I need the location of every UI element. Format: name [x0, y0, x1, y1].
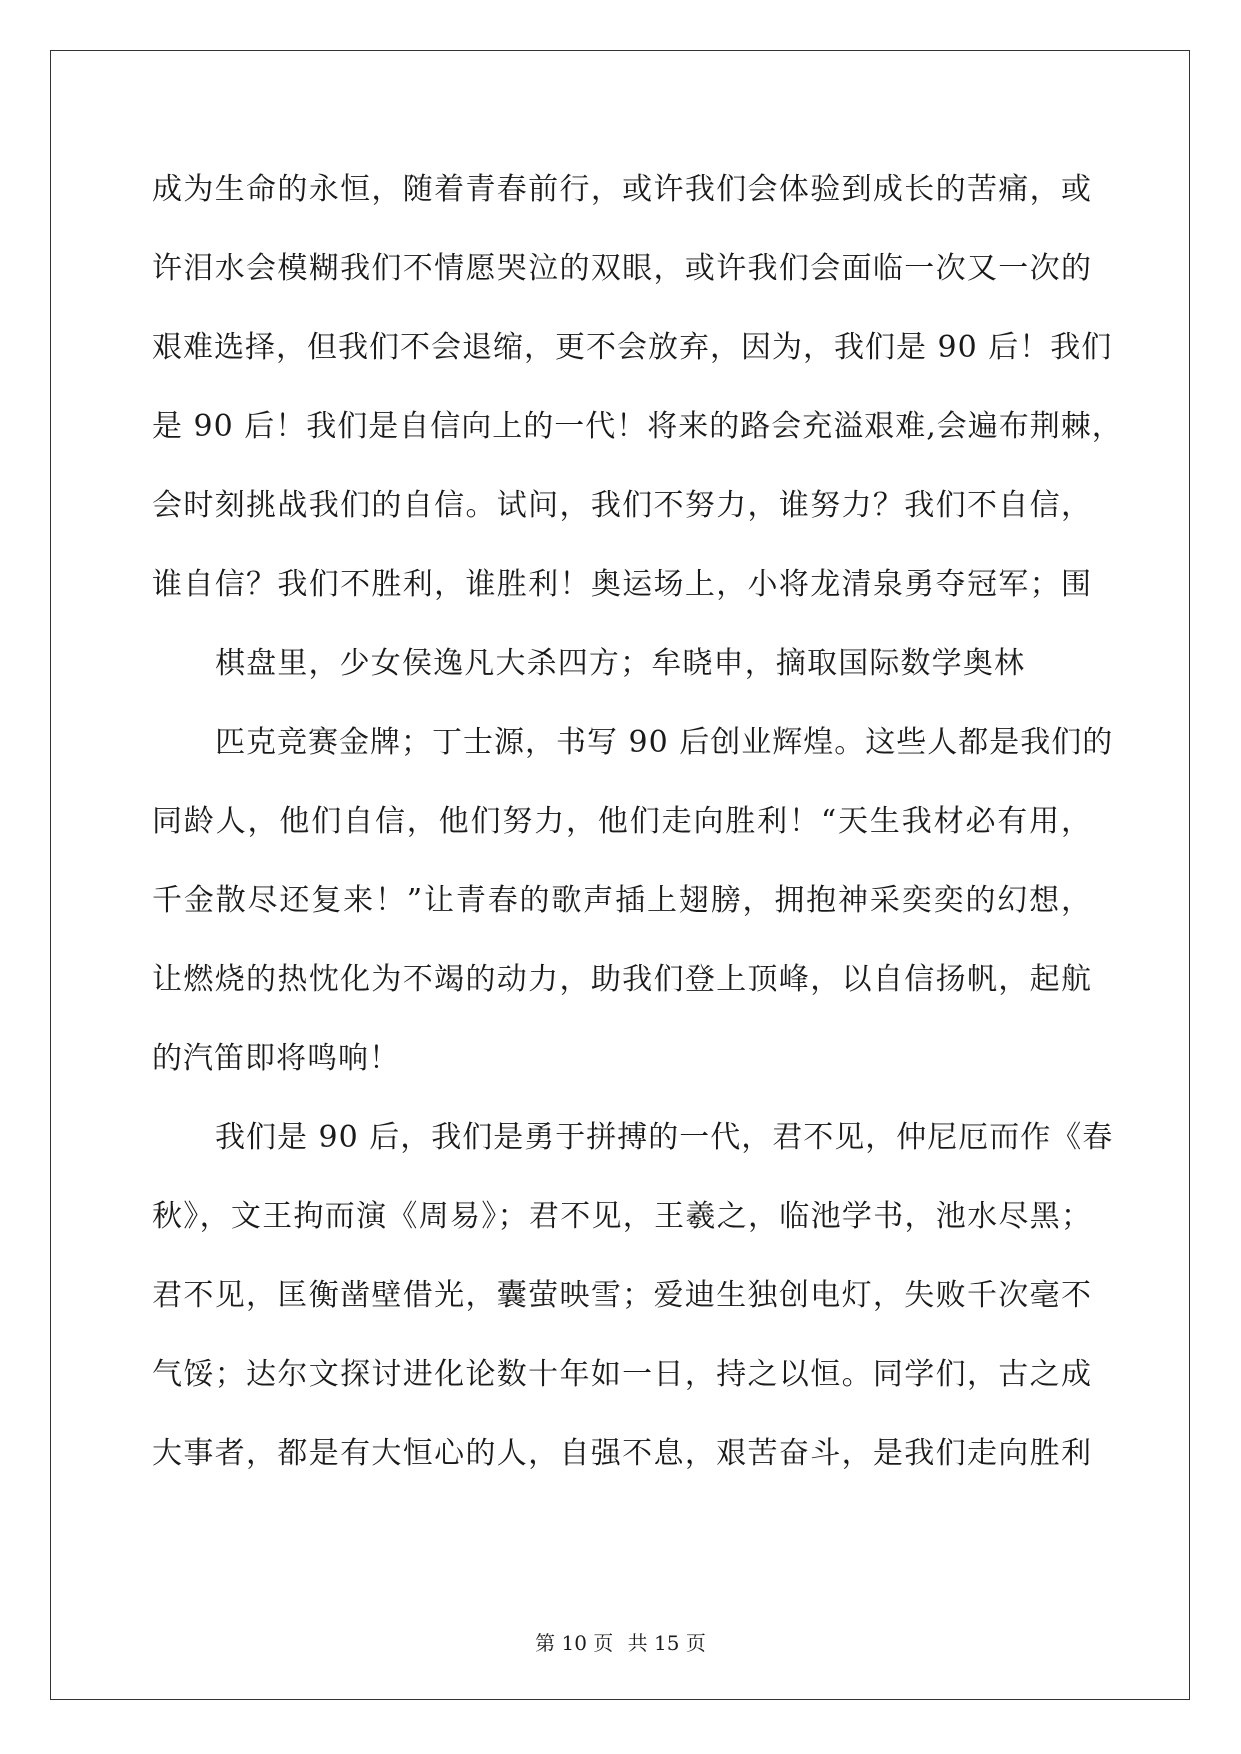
body-line-1: 成为生命的永恒，随着青春前行，或许我们会体验到成长的苦痛，或 [152, 172, 1092, 207]
body-line-16: 气馁；达尔文探讨进化论数十年如一日，持之以恒。同学们，古之成 [152, 1357, 1092, 1392]
body-line-7: 棋盘里，少女侯逸凡大杀四方；牟晓申，摘取国际数学奥林 [215, 646, 1025, 681]
body-line-6: 谁自信？我们不胜利，谁胜利！奥运场上，小将龙清泉勇夺冠军；围 [152, 567, 1092, 602]
body-line-9: 同龄人，他们自信，他们努力，他们走向胜利！“天生我材必有用， [152, 804, 1092, 839]
page-number: 第 10 页 [535, 1631, 614, 1655]
body-line-13: 我们是 90 后，我们是勇于拼搏的一代，君不见，仲尼厄而作《春 [215, 1120, 1114, 1155]
body-line-15: 君不见，匡衡凿壁借光，囊萤映雪；爱迪生独创电灯，失败千次毫不 [152, 1278, 1092, 1313]
body-line-10: 千金散尽还复来！”让青春的歌声插上翅膀，拥抱神采奕奕的幻想， [152, 883, 1092, 918]
body-line-17: 大事者，都是有大恒心的人，自强不息，艰苦奋斗，是我们走向胜利 [152, 1436, 1092, 1471]
body-line-4: 是 90 后！我们是自信向上的一代！将来的路会充溢艰难,会遍布荆棘， [152, 409, 1123, 444]
body-line-5: 会时刻挑战我们的自信。试问，我们不努力，谁努力？我们不自信， [152, 488, 1092, 523]
body-line-8: 匹克竞赛金牌；丁士源，书写 90 后创业辉煌。这些人都是我们的 [215, 725, 1114, 760]
body-line-12: 的汽笛即将鸣响！ [152, 1041, 400, 1076]
body-line-2: 许泪水会模糊我们不情愿哭泣的双眼，或许我们会面临一次又一次的 [152, 251, 1092, 286]
body-line-3: 艰难选择，但我们不会退缩，更不会放弃，因为，我们是 90 后！我们 [152, 330, 1113, 365]
body-line-14: 秋》，文王拘而演《周易》；君不见，王羲之，临池学书，池水尽黑； [152, 1199, 1092, 1234]
page-total: 共 15 页 [627, 1631, 706, 1655]
body-line-11: 让燃烧的热忱化为不竭的动力，助我们登上顶峰，以自信扬帆，起航 [152, 962, 1092, 997]
page-footer [0, 1630, 1241, 1656]
